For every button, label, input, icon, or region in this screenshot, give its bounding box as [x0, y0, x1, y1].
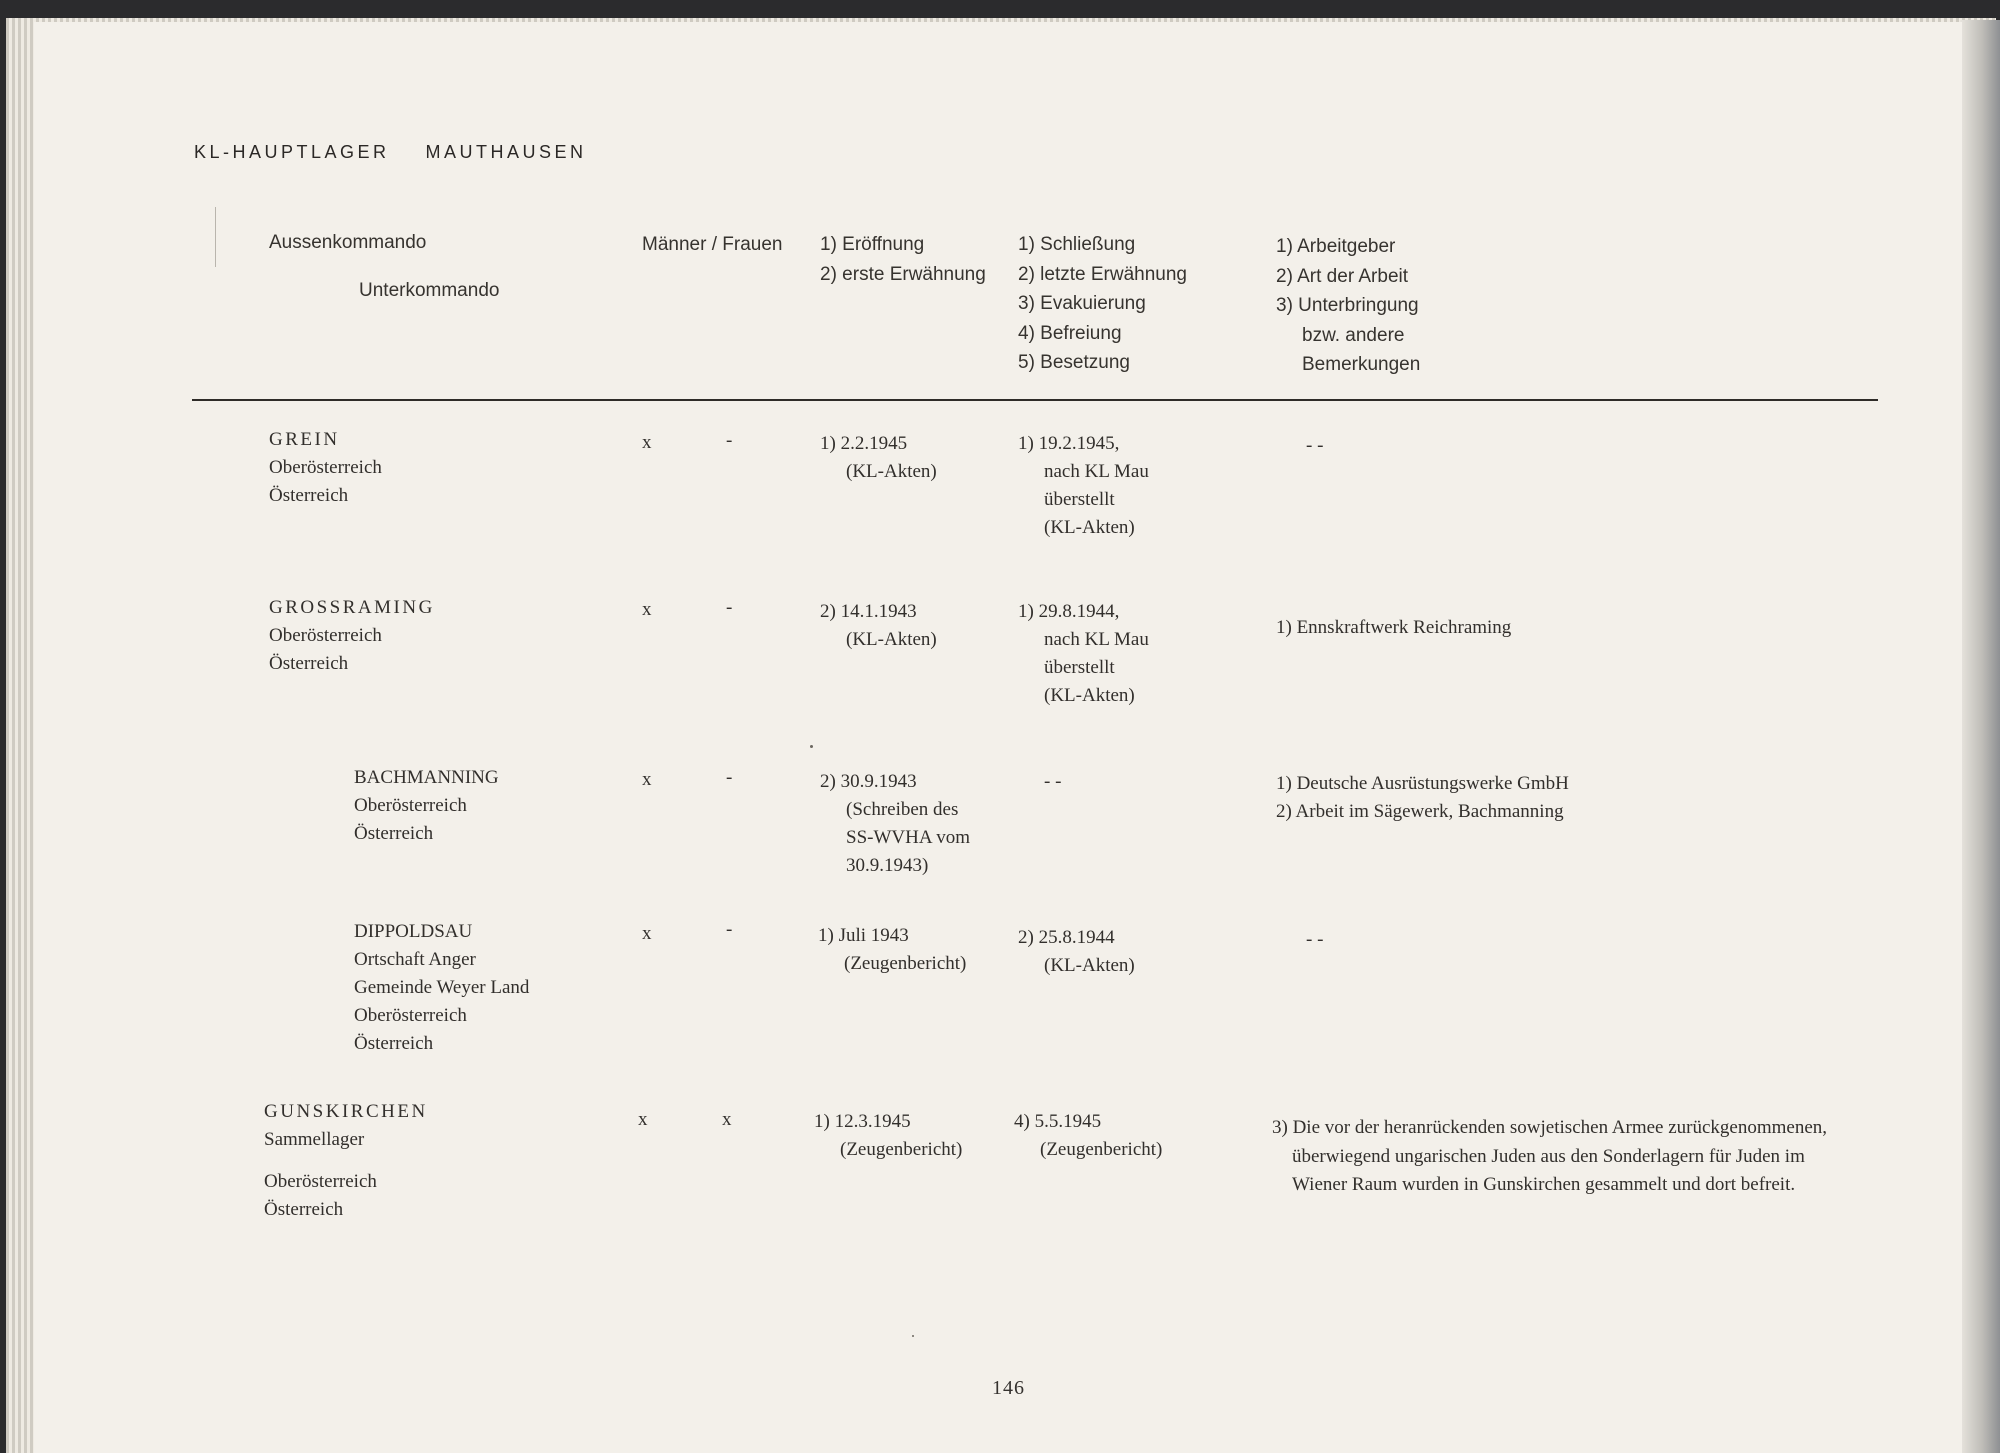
ink-speck	[810, 745, 813, 748]
book-binding	[1960, 20, 2000, 1453]
remarks-text: 3) Die vor der heranrückenden sowjetischen Armee zurückgenommenen, überwiegend ungarischen Juden aus den Sonderlagern für Juden im Wiener Raum wurden in Gunskirchen gesammelt und dort befreit.	[1272, 1117, 1828, 1195]
table-row-grossraming-name	[269, 594, 435, 678]
camp-place-line: Oberösterreich	[354, 1005, 467, 1026]
camp-name: GUNSKIRCHEN	[264, 1101, 428, 1122]
camp-name: GREIN	[269, 429, 340, 450]
closing-info	[1018, 924, 1135, 980]
opening-line: 30.9.1943)	[846, 855, 929, 876]
women-mark: -	[726, 597, 733, 618]
closing-line: 1) 19.2.1945,	[1018, 433, 1120, 454]
opening-info	[820, 430, 937, 486]
men-mark: x	[638, 1109, 648, 1130]
camp-place-line: Oberösterreich	[269, 457, 382, 478]
remarks	[1306, 926, 1323, 954]
header-aussenkommando: Aussenkommando	[269, 232, 427, 253]
women-mark: -	[726, 919, 733, 940]
men-mark: x	[642, 769, 652, 790]
table-row-grein-name	[269, 426, 382, 510]
running-head-subtitle: MAUTHAUSEN	[425, 142, 587, 162]
header-employer-line: 2) Art der Arbeit	[1276, 265, 1409, 287]
header-employer-line: bzw. andere	[1302, 324, 1405, 346]
opening-line: 1) 12.3.1945	[814, 1111, 911, 1132]
header-closing-line: 4) Befreiung	[1018, 322, 1122, 344]
header-sex: Männer / Frauen	[642, 234, 783, 255]
header-employer	[1276, 232, 1420, 380]
camp-place-line: Österreich	[354, 823, 434, 844]
camp-place-line: Ortschaft Anger	[354, 949, 476, 970]
closing-line: 2) 25.8.1944	[1018, 927, 1115, 948]
header-employer-line: Bemerkungen	[1302, 354, 1421, 375]
table-row-dippoldsau-name	[354, 918, 529, 1058]
men-mark: x	[642, 432, 652, 453]
remarks	[1276, 770, 1569, 826]
camp-name: GROSSRAMING	[269, 597, 435, 618]
men-mark: x	[642, 923, 652, 944]
closing-line: nach KL Mau	[1044, 629, 1149, 650]
header-opening-line: 1) Eröffnung	[820, 234, 925, 255]
closing-info	[1044, 768, 1061, 796]
table-row-bachmanning-name	[354, 764, 499, 848]
camp-place-line: Österreich	[354, 1033, 434, 1054]
camp-name-line2: Sammellager	[264, 1129, 365, 1150]
opening-info	[818, 922, 966, 978]
opening-info	[814, 1108, 962, 1164]
opening-info	[820, 768, 970, 880]
table-row-gunskirchen-name	[264, 1098, 428, 1224]
running-head-title: KL-HAUPTLAGER	[194, 142, 390, 162]
opening-line: 2) 30.9.1943	[820, 771, 917, 792]
closing-line: nach KL Mau	[1044, 461, 1149, 482]
gutter-mark	[215, 207, 216, 267]
header-opening	[820, 230, 986, 289]
remark-line: 1) Deutsche Ausrüstungswerke GmbH	[1276, 773, 1569, 794]
camp-place-line: Österreich	[269, 653, 349, 674]
closing-line: (KL-Akten)	[1044, 517, 1135, 538]
closing-info	[1014, 1108, 1162, 1164]
running-head	[194, 142, 587, 163]
opening-info	[820, 598, 937, 654]
header-opening-line: 2) erste Erwähnung	[820, 263, 986, 285]
header-closing-line: 5) Besetzung	[1018, 352, 1130, 373]
header-closing-line: 3) Evakuierung	[1018, 293, 1146, 314]
header-closing-line: 2) letzte Erwähnung	[1018, 263, 1187, 285]
camp-place-line: Oberösterreich	[264, 1171, 377, 1192]
remarks	[1306, 432, 1323, 460]
opening-line: (Schreiben des	[846, 799, 959, 820]
camp-place-line: Österreich	[264, 1199, 344, 1220]
opening-line: 1) 2.2.1945	[820, 433, 908, 454]
header-closing	[1018, 230, 1187, 378]
spacer	[264, 1154, 428, 1168]
opening-line: (KL-Akten)	[846, 629, 937, 650]
header-employer-line: 1) Arbeitgeber	[1276, 236, 1396, 257]
camp-place-line: Österreich	[269, 485, 349, 506]
ink-speck	[912, 1335, 914, 1337]
camp-place-line: Oberösterreich	[354, 795, 467, 816]
header-unterkommando: Unterkommando	[359, 280, 500, 301]
closing-line: (Zeugenbericht)	[1040, 1139, 1163, 1160]
women-mark: x	[722, 1109, 732, 1130]
opening-line: (Zeugenbericht)	[840, 1139, 963, 1160]
header-rule	[192, 399, 1878, 401]
closing-info	[1018, 598, 1149, 710]
closing-line: überstellt	[1044, 657, 1115, 678]
opening-line: 2) 14.1.1943	[820, 601, 917, 622]
remark-line: - -	[1306, 929, 1324, 950]
page-number: 146	[992, 1377, 1025, 1399]
remark-line: - -	[1306, 435, 1324, 456]
camp-place-line: Oberösterreich	[269, 625, 382, 646]
remark-line: 1) Ennskraftwerk Reichraming	[1276, 617, 1512, 638]
closing-line: überstellt	[1044, 489, 1115, 510]
header-closing-line: 1) Schließung	[1018, 234, 1136, 255]
closing-line: - -	[1044, 771, 1062, 792]
closing-info	[1018, 430, 1149, 542]
closing-line: 4) 5.5.1945	[1014, 1111, 1102, 1132]
women-mark: -	[726, 430, 733, 451]
opening-line: SS-WVHA vom	[846, 827, 971, 848]
remarks	[1276, 614, 1511, 642]
header-employer-line: 3) Unterbringung	[1276, 295, 1419, 316]
closing-line: (KL-Akten)	[1044, 685, 1135, 706]
opening-line: (KL-Akten)	[846, 461, 937, 482]
men-mark: x	[642, 599, 652, 620]
closing-line: (KL-Akten)	[1044, 955, 1135, 976]
opening-line: (Zeugenbericht)	[844, 953, 967, 974]
closing-line: 1) 29.8.1944,	[1018, 601, 1120, 622]
camp-name: DIPPOLDSAU	[354, 921, 473, 942]
book-page	[34, 22, 1962, 1453]
camp-name: BACHMANNING	[354, 767, 499, 788]
opening-line: 1) Juli 1943	[818, 925, 909, 946]
remark-line: 2) Arbeit im Sägewerk, Bachmanning	[1276, 801, 1564, 822]
camp-place-line: Gemeinde Weyer Land	[354, 977, 530, 998]
women-mark: -	[726, 767, 733, 788]
